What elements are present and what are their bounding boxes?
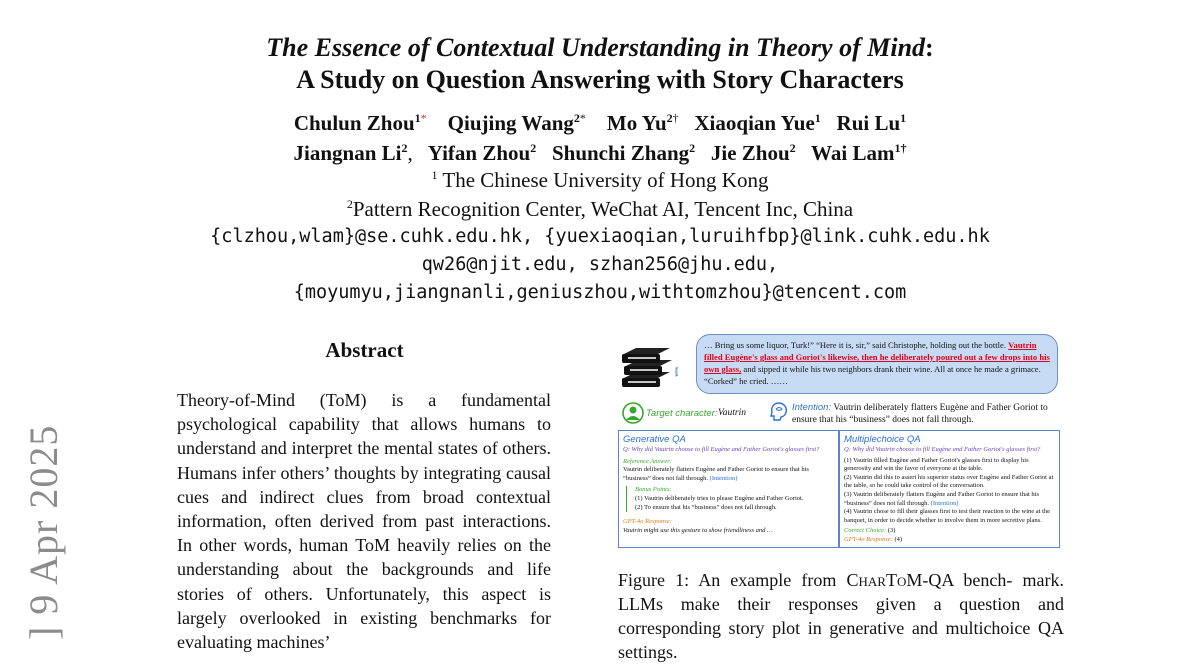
aff2-text: Pattern Recognition Center, WeChat AI, Tencent Inc, China <box>352 197 854 221</box>
author-mark: † <box>672 111 679 125</box>
email-line-3: {moyumyu,jiangnanli,geniuszhou,withtomzhou}@tencent.com <box>293 282 907 303</box>
author-sup: 2 <box>573 111 580 125</box>
author-sup: 1† <box>894 141 907 155</box>
title-line1: The Essence of Contextual Understanding in Theory of Mind <box>266 33 926 62</box>
caption-name: C <box>846 570 859 590</box>
bonus-label: Bonus Points: <box>635 486 672 494</box>
intention-value: Vautrin deliberately flatters Eugène and Father Goriot to ensure that his “business” does not fall through. <box>792 403 1048 425</box>
author-name: Wai Lam <box>811 141 895 165</box>
arxiv-stamp <box>20 424 80 650</box>
reference-answer <box>623 466 834 483</box>
bonus-item: (1) Vautrin deliberately tries to please Eugène and Father Goriot. <box>635 494 804 502</box>
choice-option-3 <box>844 491 1055 508</box>
reference-text: Vautrin deliberately flatters Eugène and Father Goriot to ensure that his “business” does not fall through. <box>623 466 809 482</box>
abstract-heading: Abstract <box>325 338 404 362</box>
author-list <box>0 108 1200 168</box>
intention-block <box>792 402 1062 426</box>
choice-option-text: (3) Vautrin deliberately flatters Eugène and Father Goriot to ensure that his “business” does not fall through. <box>844 490 1039 507</box>
story-text-highlight: Vautrin filled Eugène's glass and Goriot's likewise, then he deliberately poured out a few drops into his own glass, <box>704 340 1050 374</box>
gpt-label: GPT-4o Response: <box>623 518 672 526</box>
author-name: Chulun Zhou <box>293 111 415 135</box>
target-label: Target character: <box>646 408 718 419</box>
caption-name: M-QA bench- <box>906 570 1013 590</box>
abstract-body <box>177 388 551 654</box>
multichoice-question: Q: Why did Vautrin choose to fill Eugène and Father Goriot's glasses first? <box>844 446 1041 453</box>
gpt-label: GPT-4o Response: <box>844 535 893 543</box>
story-text-pre: … Bring us some liquor, Turk!” “Here it is, sir,” said Christophe, holding out the bottle. <box>704 340 1006 350</box>
author-sup: 2 <box>789 141 796 155</box>
gpt-value: (4) <box>894 535 903 543</box>
gpt-choice <box>844 536 1055 545</box>
caption-name: o <box>896 570 907 590</box>
multichoice-qa-panel <box>839 430 1060 548</box>
reference-tag: (Intention) <box>709 474 738 482</box>
intention-label: Intention: <box>792 402 832 413</box>
title-line2: A Study on Question Answering with Story Characters <box>296 65 904 94</box>
author-name: Shunchi Zhang <box>551 141 690 165</box>
author-name: Jie Zhou <box>710 141 790 165</box>
author-row-1 <box>0 108 1200 138</box>
gpt-response: Vautrin might use this gesture to show friendliness and … <box>623 526 773 534</box>
generative-question: Q: Why did Vautrin choose to fill Eugène and Father Goriot's glasses first? <box>623 446 820 453</box>
author-name: Xiaoqian Yue <box>694 111 815 135</box>
caption-rest: mark. LLMs make their responses given a question and corresponding story plot in generative and multichoice QA settings. <box>618 570 1064 662</box>
author-name: Yifan Zhou <box>427 141 531 165</box>
email-line-2: qw26@njit.edu, szhan256@jhu.edu, <box>421 254 779 275</box>
author-mark: , <box>407 141 413 165</box>
author-sup: 1 <box>414 111 421 125</box>
figure-1 <box>618 334 1060 556</box>
bonus-points <box>626 486 834 512</box>
correct-choice <box>844 527 1055 536</box>
author-mark: * <box>420 111 427 125</box>
author-row-2 <box>0 138 1200 168</box>
person-icon <box>622 402 644 424</box>
choice-option: (1) Vautrin filled Eugène and Father Goriot's glasses first to display his generosity and win the favor of everyone at the table. <box>844 456 1029 473</box>
head-brain-icon <box>770 402 788 422</box>
author-name: Qiujing Wang <box>447 111 574 135</box>
author-sup: 2 <box>666 111 673 125</box>
affiliation-1 <box>0 166 1200 195</box>
story-text-post: and sipped it while his two neighbors drank their wine. All at once he made a grimace. “Corked” he cried. …… <box>704 364 1041 386</box>
reference-label: Reference Answer: <box>623 457 672 465</box>
choice-option: (4) Vautrin chose to fill their glasses first to test their reaction to the wine at the banquet, in order to decide whether to involve them in more secretive plans. <box>844 508 1051 524</box>
author-sup: 2 <box>401 141 408 155</box>
author-sup: 2 <box>689 141 696 155</box>
author-sup: 1 <box>900 111 907 125</box>
multichoice-qa-heading: Multiplechoice QA <box>844 434 921 445</box>
figure-caption <box>618 568 1064 664</box>
author-sup: 1 <box>814 111 821 125</box>
caption-prefix: Figure 1: An example from <box>618 570 847 590</box>
caption-name: T <box>885 570 897 590</box>
aff1-text: The Chinese University of Hong Kong <box>442 168 769 192</box>
books-icon <box>618 342 678 390</box>
author-name: Jiangnan Li <box>293 141 402 165</box>
story-bubble <box>696 334 1058 394</box>
paper-title <box>0 32 1200 96</box>
author-mark: * <box>579 111 586 125</box>
correct-value: (3) <box>887 527 896 535</box>
affiliation-2 <box>0 195 1200 224</box>
target-value: Vautrin <box>718 408 746 418</box>
aff2-sup: 2 <box>346 197 353 211</box>
arxiv-stamp-text: ] 9 Apr 2025 <box>21 424 66 640</box>
abstract-text: Theory-of-Mind (ToM) is a fundamental psychological capability that allows humans to understand and interpret the mental states of others. Humans infer others’ thoughts by integrating causal cues and indirect clues from broad contextual information, often derived from past interactions. In other words, human ToM heavily relies on the understanding about the backgrounds and life stories of others. Unfortunately, this aspect is largely overlooked in existing benchmarks for evaluating machines’ <box>177 390 551 653</box>
correct-label: Correct Choice: <box>844 527 887 535</box>
author-name: Rui Lu <box>836 111 901 135</box>
target-row <box>620 402 1060 430</box>
generative-qa-panel <box>618 430 839 548</box>
choice-option: (2) Vautrin did this to assert his superior status over Eugène and Father Goriot at the table, so he could take control of the conversation. <box>844 473 1054 490</box>
generative-qa-heading: Generative QA <box>623 434 686 445</box>
title-colon: : <box>925 33 934 62</box>
aff1-sup: 1 <box>431 168 438 182</box>
choice-option-tag: (Intention) <box>930 499 959 507</box>
author-name: Mo Yu <box>606 111 667 135</box>
email-line-1: {clzhou,wlam}@se.cuhk.edu.hk, {yuexiaoqian,luruihfbp}@link.cuhk.edu.hk <box>210 226 990 247</box>
author-sup: 2 <box>530 141 537 155</box>
bonus-item: (2) To ensure that his “business” does not fall through. <box>635 503 777 511</box>
caption-name: har <box>858 570 886 590</box>
